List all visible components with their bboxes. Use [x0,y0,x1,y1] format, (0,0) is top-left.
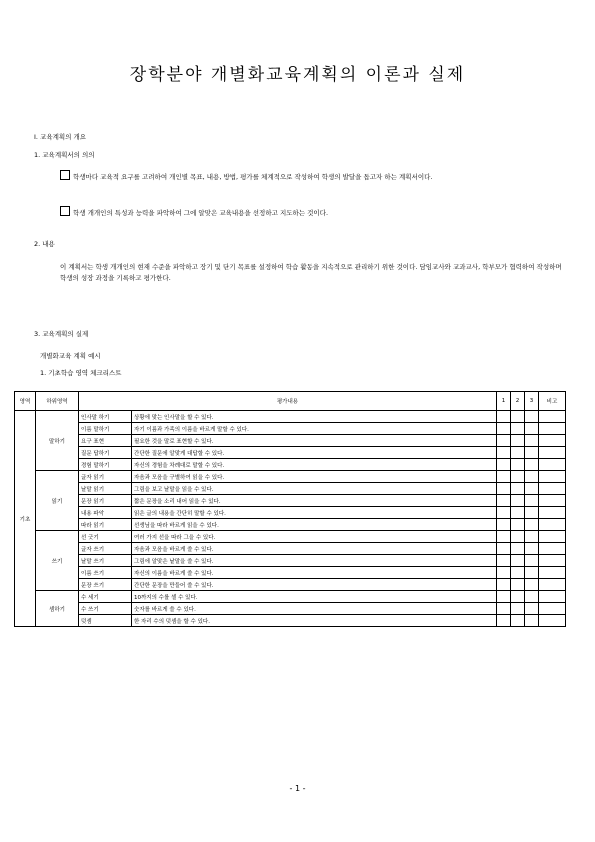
header-check-3: 3 [525,392,539,411]
check-cell[interactable] [525,615,539,627]
note-cell [539,495,566,507]
note-cell [539,507,566,519]
check-cell[interactable] [497,579,511,591]
header-item: 평가내용 [79,392,497,411]
domain-cell: 셈하기 [36,591,79,627]
table-row [15,423,566,435]
check-cell[interactable] [525,579,539,591]
check-cell[interactable] [525,603,539,615]
note-cell [539,459,566,471]
note-cell [539,411,566,423]
section-heading-1-2: 2. 내용 [34,240,55,248]
check-cell[interactable] [525,555,539,567]
check-cell[interactable] [497,603,511,615]
note-cell [539,531,566,543]
subitem-cell: 선 긋기 [79,531,132,543]
check-cell[interactable] [511,615,525,627]
table-row [15,579,566,591]
table-row [15,519,566,531]
subitem-cell: 글자 쓰기 [79,543,132,555]
subitem-cell: 덧셈 [79,615,132,627]
table-row [15,495,566,507]
subitem-cell: 낱말 쓰기 [79,555,132,567]
subitem-cell: 글자 읽기 [79,471,132,483]
table-row [15,435,566,447]
table-row [15,567,566,579]
check-cell[interactable] [525,423,539,435]
domain-cell: 쓰기 [36,531,79,591]
criterion-cell: 읽은 글의 내용을 간단히 말할 수 있다. [132,507,497,519]
check-cell[interactable] [497,543,511,555]
check-cell[interactable] [497,435,511,447]
check-cell[interactable] [497,507,511,519]
check-cell[interactable] [525,591,539,603]
note-cell [539,579,566,591]
checklist-table [14,391,566,627]
criterion-cell: 자기 이름과 가족의 이름을 바르게 말할 수 있다. [132,423,497,435]
criterion-cell: 그림을 보고 낱말을 읽을 수 있다. [132,483,497,495]
note-cell [539,543,566,555]
criterion-cell: 자신의 경험을 차례대로 말할 수 있다. [132,459,497,471]
subitem-cell: 문장 쓰기 [79,579,132,591]
note-cell [539,555,566,567]
check-cell[interactable] [525,471,539,483]
check-cell[interactable] [511,579,525,591]
subitem-cell: 낱말 읽기 [79,483,132,495]
criterion-cell: 간단한 문장을 만들어 쓸 수 있다. [132,579,497,591]
subitem-cell: 인사말 하기 [79,411,132,423]
check-cell[interactable] [497,591,511,603]
criterion-cell: 숫자를 바르게 쓸 수 있다. [132,603,497,615]
table-header-row [15,392,566,411]
section-heading-1-1: 1. 교육계획서의 의의 [34,151,95,159]
subitem-cell: 문장 읽기 [79,495,132,507]
table-row [15,459,566,471]
check-cell[interactable] [525,459,539,471]
header-area: 영역 [15,392,36,411]
table-row [15,591,566,603]
check-cell[interactable] [497,471,511,483]
header-domain: 하위영역 [36,392,79,411]
check-cell[interactable] [511,423,525,435]
note-cell [539,435,566,447]
subitem-cell: 따라 읽기 [79,519,132,531]
criterion-cell: 상황에 맞는 인사말을 할 수 있다. [132,411,497,423]
domain-cell: 말하기 [36,411,79,471]
header-check-1: 1 [497,392,511,411]
check-cell[interactable] [511,447,525,459]
criterion-cell: 선생님을 따라 바르게 읽을 수 있다. [132,519,497,531]
table-row [15,483,566,495]
check-cell[interactable] [497,447,511,459]
page-number: - 1 - [289,784,306,793]
subitem-cell: 내용 파악 [79,507,132,519]
check-cell[interactable] [525,531,539,543]
bullet-item-1: 학생마다 교육적 요구를 고려하여 개인별 목표, 내용, 방법, 평가를 체계적으로 작성하여 학생의 발달을 돕고자 하는 계획서이다. [60,170,566,183]
body-paragraph: 이 계획서는 학생 개개인의 현재 수준을 파악하고 장기 및 단기 목표를 설정하여 학습 활동을 지속적으로 관리하기 위한 것이다. 담임교사와 교과교사, 학부모가 협력하여 작성하며 학생의 성장 과정을 기록하고 평가한다. [60,263,562,282]
note-cell [539,471,566,483]
checkbox-bullet-icon [60,206,70,216]
check-cell[interactable] [497,483,511,495]
check-cell[interactable] [525,483,539,495]
criterion-cell: 10까지의 수를 셀 수 있다. [132,591,497,603]
bullet-item-2: 학생 개개인의 특성과 능력을 파악하여 그에 알맞은 교육내용을 선정하고 지도하는 것이다. [60,206,566,219]
note-cell [539,567,566,579]
document-title: 장학분야 개별화교육계획의 이론과 실제 [129,65,466,85]
check-cell[interactable] [511,471,525,483]
note-cell [539,615,566,627]
check-cell[interactable] [497,423,511,435]
domain-cell: 읽기 [36,471,79,531]
check-cell[interactable] [525,567,539,579]
check-cell[interactable] [511,507,525,519]
subitem-cell: 수 세기 [79,591,132,603]
note-cell [539,519,566,531]
check-cell[interactable] [525,447,539,459]
check-cell[interactable] [525,543,539,555]
criterion-cell: 자신의 이름을 바르게 쓸 수 있다. [132,567,497,579]
check-cell[interactable] [511,591,525,603]
check-cell[interactable] [511,435,525,447]
check-cell[interactable] [511,543,525,555]
criterion-cell: 짧은 문장을 소리 내어 읽을 수 있다. [132,495,497,507]
criterion-cell: 한 자리 수의 덧셈을 할 수 있다. [132,615,497,627]
table-row [15,471,566,483]
check-cell[interactable] [511,495,525,507]
subitem-cell: 이름 쓰기 [79,567,132,579]
section-heading-2: 3. 교육계획의 실제 [34,330,89,338]
check-cell[interactable] [511,483,525,495]
check-cell[interactable] [525,495,539,507]
check-cell[interactable] [497,519,511,531]
table-row [15,507,566,519]
criterion-cell: 간단한 질문에 알맞게 대답할 수 있다. [132,447,497,459]
check-cell[interactable] [511,411,525,423]
table-row [15,531,566,543]
subitem-cell: 경험 말하기 [79,459,132,471]
check-cell[interactable] [497,567,511,579]
subitem-cell: 수 쓰기 [79,603,132,615]
criterion-cell: 자음과 모음을 구별하여 읽을 수 있다. [132,471,497,483]
table-row [15,615,566,627]
table-row [15,411,566,423]
note-cell [539,447,566,459]
check-cell[interactable] [511,555,525,567]
subheading-2: 1. 기초학습 영역 체크리스트 [40,369,122,377]
header-check-2: 2 [511,392,525,411]
criterion-cell: 여러 가지 선을 따라 그을 수 있다. [132,531,497,543]
area-cell: 기초 [15,411,36,627]
section-heading-1: I. 교육계획의 개요 [34,133,87,141]
check-cell[interactable] [497,411,511,423]
check-cell[interactable] [511,519,525,531]
check-cell[interactable] [511,531,525,543]
subitem-cell: 이름 말하기 [79,423,132,435]
note-cell [539,591,566,603]
note-cell [539,603,566,615]
table-row [15,603,566,615]
check-cell[interactable] [497,495,511,507]
note-cell [539,483,566,495]
check-cell[interactable] [511,567,525,579]
check-cell[interactable] [525,519,539,531]
subitem-cell: 요구 표현 [79,435,132,447]
checkbox-bullet-icon [60,170,70,180]
check-cell[interactable] [497,531,511,543]
check-cell[interactable] [511,459,525,471]
check-cell[interactable] [511,603,525,615]
check-cell[interactable] [525,411,539,423]
table-row [15,555,566,567]
check-cell[interactable] [497,615,511,627]
check-cell[interactable] [497,459,511,471]
table-row [15,447,566,459]
note-cell [539,423,566,435]
subheading-1: 개별화교육 계획 예시 [40,352,101,360]
check-cell[interactable] [525,435,539,447]
header-note: 비고 [539,392,566,411]
criterion-cell: 자음과 모음을 바르게 쓸 수 있다. [132,543,497,555]
criterion-cell: 그림에 알맞은 낱말을 쓸 수 있다. [132,555,497,567]
criterion-cell: 필요한 것을 말로 표현할 수 있다. [132,435,497,447]
check-cell[interactable] [525,507,539,519]
check-cell[interactable] [497,555,511,567]
table-row [15,543,566,555]
subitem-cell: 질문 답하기 [79,447,132,459]
